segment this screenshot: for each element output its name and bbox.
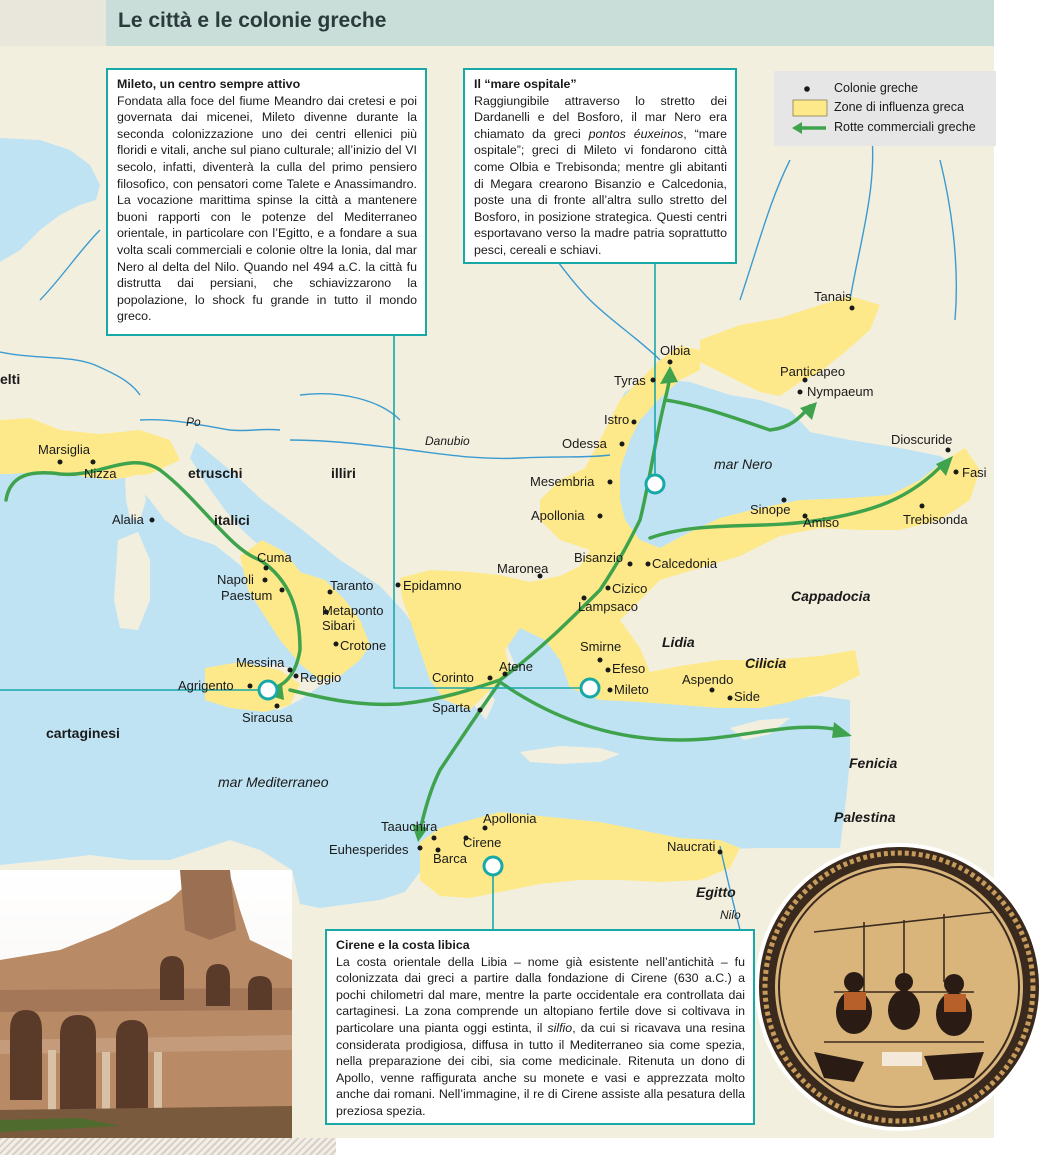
colony-label: Istro [604, 412, 630, 427]
colony-label: Napoli [217, 572, 254, 587]
colony-label: Fasi [962, 465, 987, 480]
colony-label: Cizico [612, 581, 648, 596]
region-label: Cilicia [745, 655, 787, 671]
colony-label: Tanais [814, 289, 852, 304]
colony-label: Efeso [612, 661, 646, 676]
colony-label: Calcedonia [652, 556, 718, 571]
colony-label: Aspendo [682, 672, 734, 687]
colony-label: Marsiglia [38, 442, 91, 457]
region-label: Cappadocia [791, 588, 871, 604]
callout-mare-ospitale [463, 68, 737, 264]
colony-label: Trebisonda [903, 512, 968, 527]
colony-label: Olbia [660, 343, 691, 358]
colony-label: Siracusa [242, 710, 293, 725]
region-label: illiri [331, 465, 356, 481]
colony-label: Taauchira [381, 819, 438, 834]
cyrene-cup-image [754, 842, 1044, 1132]
colony-label: Tyras [614, 373, 646, 388]
header-bar [106, 0, 994, 46]
page-title: Le città e le colonie greche [118, 9, 387, 32]
colony-label: Epidamno [403, 578, 462, 593]
colony-label: Side [734, 689, 761, 704]
region-label-celti: elti [0, 371, 21, 387]
colony-label: Paestum [221, 588, 273, 603]
river-label: Danubio [425, 434, 470, 448]
colony-label: Sibari [322, 618, 356, 633]
colony-label: Corinto [432, 670, 474, 685]
colony-label: Alalia [112, 512, 144, 527]
colony-label: Panticapeo [780, 364, 846, 379]
colony-label: Euhesperides [329, 842, 409, 857]
sea-label: mar Mediterraneo [218, 774, 329, 790]
callout-cirene [325, 929, 755, 1125]
callout-title: Cirene e la costa libica [336, 938, 470, 952]
region-label: Palestina [834, 809, 896, 825]
colony-label: Maronea [497, 561, 549, 576]
colony-label: Atene [499, 659, 533, 674]
hatched-strip [0, 1138, 336, 1155]
header-band [0, 0, 106, 46]
region-label: Lidia [662, 634, 695, 650]
region-label: cartaginesi [46, 725, 120, 741]
region-label: italici [214, 512, 250, 528]
colony-label: Nympaeum [807, 384, 874, 399]
colony-label: Nizza [84, 466, 117, 481]
colony-label: Apollonia [483, 811, 537, 826]
colony-label: Cuma [257, 550, 292, 565]
emphasis-silfio: silfio [547, 1020, 573, 1035]
colony-label: Bisanzio [574, 550, 624, 565]
callout-title: Mileto, un centro sempre attivo [117, 77, 301, 91]
region-label: Egitto [696, 884, 736, 900]
green-arrow-icon [786, 119, 828, 137]
colony-label: Lampsaco [578, 599, 638, 614]
ruins-photo [0, 870, 292, 1138]
emphasis-pontos: pontos éuxeinos [588, 126, 684, 141]
region-label: Fenicia [849, 755, 898, 771]
legend [774, 71, 996, 146]
callout-mileto [106, 68, 427, 336]
colony-label: Amiso [803, 515, 840, 530]
legend-label: Colonie greche [834, 81, 919, 95]
colony-label: Cirene [463, 835, 502, 850]
sea-label: mar Nero [714, 456, 773, 472]
callout-title: Il “mare ospitale” [474, 77, 577, 91]
colony-label: Odessa [562, 436, 607, 451]
legend-label: Zone di influenza greca [834, 100, 964, 114]
colony-label: Metaponto [322, 603, 384, 618]
colony-label: Apollonia [531, 508, 585, 523]
colony-label: Sparta [432, 700, 471, 715]
colony-label: Crotone [340, 638, 387, 653]
region-label: etruschi [188, 465, 243, 481]
colony-label: Messina [236, 655, 285, 670]
yellow-zone-icon [786, 99, 828, 117]
colony-label: Agrigento [178, 678, 234, 693]
colony-label: Smirne [580, 639, 622, 654]
river-label: Po [186, 415, 201, 429]
colony-label: Mesembria [530, 474, 595, 489]
colony-label: Dioscuride [891, 432, 953, 447]
colony-label: Barca [433, 851, 467, 866]
colony-label: Mileto [614, 682, 649, 697]
callout-text: Fondata alla foce del fiume Meandro dai cretesi e poi governata dai micenei, Mileto divenne durante la seconda colonizzazione uno dei centri ellenici più floridi e vitali, anche sul piano culturale; all’inizio del VI secolo, infatti, diventerà la culla del primo pensiero filosofico, con pensatori come Talete e Anassimandro. La vocazione marittima spinse la città a mantenere buoni rapporti con le potenze del Mediterraneo orientale, in particolare con l’Egitto, e a fondare a sua volta scali commerciali e colonie oltre la Ionia, dal mar Nero al delta del Nilo. Quando nel 494 a.C. la città fu distrutta dai persiani, che schiavizzarono la popolazione, lo shock fu grande in tutto il mondo greco. [117, 93, 417, 324]
colony-label: Taranto [330, 578, 374, 593]
dot-icon [786, 80, 828, 98]
legend-label: Rotte commerciali greche [834, 120, 976, 134]
callout-text: La costa orientale della Libia – nome già esistente nell’antichità – fu colonizzata dai greci a partire dalla fondazione di Cirene (630 a.C.) a pochi chilometri dal mare, mentre la parte occidentale era controllata dai cartaginesi. La zona comprende un altopiano fertile dove si coltivava in particolare una pianta oggi estinta, il silfio, da cui si ricavava una resina considerata prodigiosa, diffusa in tutto il Mediterraneo sia come spezia, nella preparazione dei cibi, sia come medicinale. Ritenuta un dono di Apollo, venne raffigurata anche su monete e vasi e apprezzata molto anche dai romani. Nell’immagine, il re di Cirene assiste alla pesatura della preziosa spezia. [336, 954, 745, 1118]
colony-label: Sinope [750, 502, 791, 517]
colony-label: Reggio [300, 670, 342, 685]
callout-text: Raggiungibile attraverso lo stretto dei Dardanelli e del Bosforo, il mar Nero era chiamato da greci pontos éuxeinos, “mare ospitale”; greci di Mileto vi fondarono città come Olbia e Trebisonda; mentre gli abitanti di Megara crearono Bisanzio e Calcedonia, poste una di fronte all’altra sullo stretto del Bosforo, in posizione strategica. Questi centri esportavano verso la madre patria soprattutto pesci, cereali e schiavi. [474, 93, 727, 257]
river-label: Nilo [720, 908, 741, 922]
colony-label: Naucrati [667, 839, 716, 854]
